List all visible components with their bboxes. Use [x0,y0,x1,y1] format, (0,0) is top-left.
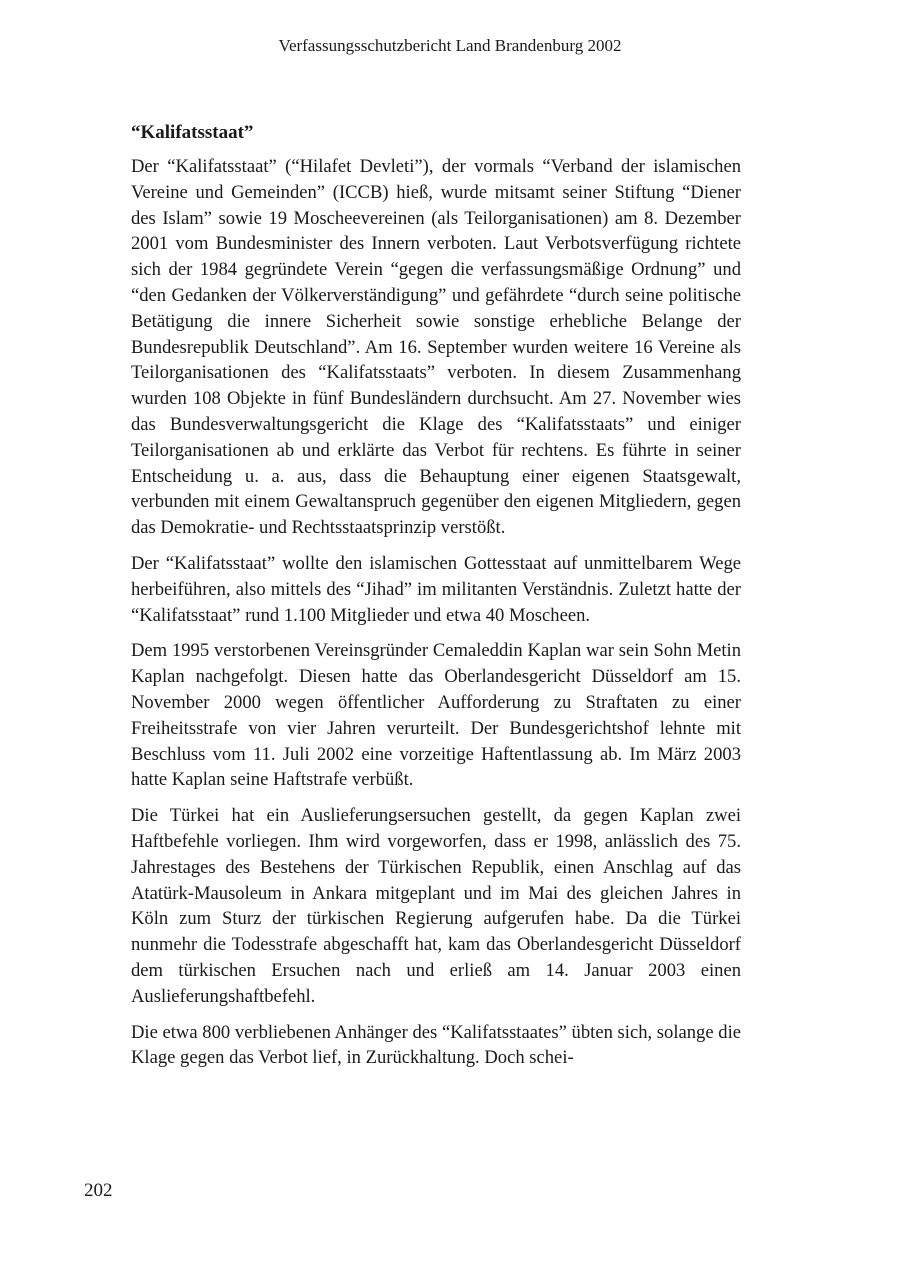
main-content [131,120,741,1081]
page-number: 202 [84,1180,113,1201]
paragraph-3: Dem 1995 verstorbenen Vereinsgründer Cemaleddin Kaplan war sein Sohn Metin Kaplan nachgefolgt. Diesen hatte das Oberlandesgericht Düsseldorf am 15. November 2000 wegen öffentlicher Aufforderung zu Straftaten zu einer Freiheitsstrafe von vier Jahren verurteilt. Der Bundesgerichtshof lehnte mit Beschluss vom 11. Juli 2002 eine vorzeitige Haftentlassung ab. Im März 2003 hatte Kaplan seine Haftstrafe verbüßt. [131,640,741,791]
paragraph-5: Die etwa 800 verbliebenen Anhänger des “Kalifatsstaates” übten sich, solange die Klage gegen das Verbot lief, in Zurückhaltung. Doch schei- [131,1021,741,1069]
running-header: Verfassungsschutzbericht Land Brandenburg 2002 [278,36,622,55]
paragraph-1: Der “Kalifatsstaat” (“Hilafet Devleti”), der vormals “Verband der islamischen Vereine und Gemeinden” (ICCB) hieß, wurde mitsamt seiner Stiftung “Diener des Islam” sowie 19 Moscheevereinen (als Teilorganisationen) am 8. Dezember 2001 vom Bundesminister des Innern verboten. Laut Verbotsverfügung richtete sich der 1984 gegründete Verein “gegen die verfassungsmäßige Ordnung” und “den Gedanken der Völkerverständigung” und gefährdete “durch seine politische Betätigung die innere Sicherheit sowie sonstige erhebliche Belange der Bundesrepublik Deutschland”. Am 16. September wurden weitere 16 Vereine als Teilorganisationen des “Kalifatsstaats” verboten. In diesem Zusammenhang wurden 108 Objekte in fünf Bundesländern durchsucht. Am 27. November wies das Bundesverwaltungsgericht die Klage des “Kalifatsstaats” und einiger Teilorganisationen ab und erklärte das Verbot für rechtens. Es führte in seiner Entscheidung u. a. aus, dass die Behauptung einer eigenen Staatsgewalt, verbunden mit einem Gewaltanspruch gegenüber den eigenen Mitgliedern, gegen das Demokratie- und Rechtsstaatsprinzip verstößt. [131,156,741,539]
paragraph-2: Der “Kalifatsstaat” wollte den islamischen Gottesstaat auf unmittelbarem Wege herbeiführen, also mittels des “Jihad” im militanten Verständnis. Zuletzt hatte der “Kalifatsstaat” rund 1.100 Mitglieder und etwa 40 Moscheen. [131,552,741,626]
section-title: “Kalifatsstaat” [131,122,254,143]
paragraph-4: Die Türkei hat ein Auslieferungsersuchen gestellt, da gegen Kaplan zwei Haftbefehle vorliegen. Ihm wird vorgeworfen, dass er 1998, anlässlich des 75. Jahrestages des Bestehens der Türkischen Republik, einen Anschlag auf das Atatürk-Mausoleum in Ankara mitgeplant und im Mai des gleichen Jahres in Köln zum Sturz der türkischen Regierung aufgerufen habe. Da die Türkei nunmehr die Todesstrafe abgeschafft hat, kam das Oberlandesgericht Düsseldorf dem türkischen Ersuchen nach und erließ am 14. Januar 2003 einen Auslieferungshaftbefehl. [131,805,741,1007]
